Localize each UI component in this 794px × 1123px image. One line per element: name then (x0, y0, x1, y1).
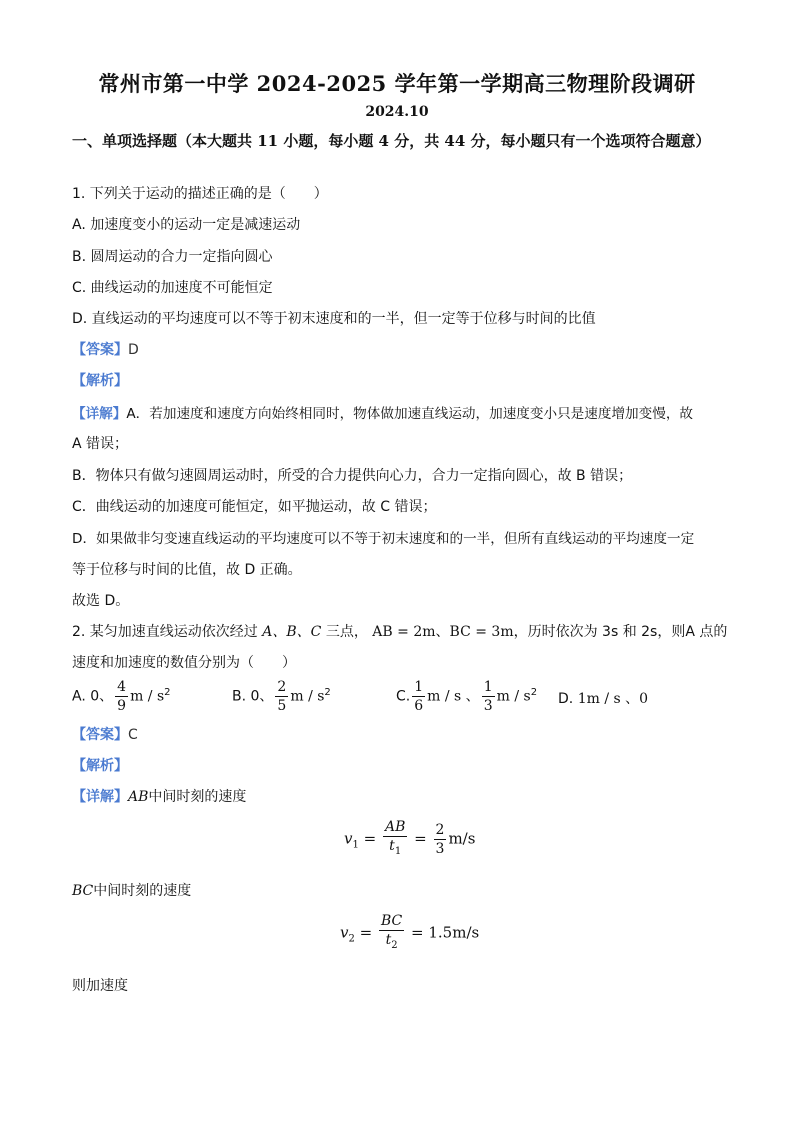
section-heading: 一、单项选择题（本大题共 11 小题，每小题 4 分，共 44 分，每小题只有一个选项符合题意） (72, 132, 711, 150)
q2-stem-line-1 (72, 621, 727, 641)
analysis-tag: 【解析】 (72, 758, 128, 774)
q2-analysis (72, 755, 128, 775)
fraction: $\frac{4}{9}$ (117, 679, 127, 714)
answer-value: C (128, 727, 138, 743)
detail-ab: AB (128, 789, 149, 805)
q2-sep: 、 (435, 624, 450, 640)
detail-tag: 【详解】 (72, 789, 128, 805)
fraction: $\frac{1}{3}$ (483, 679, 493, 714)
analysis-tag: 【解析】 (72, 373, 128, 389)
q2-bc: BC = 3m (449, 624, 514, 640)
q1-detail-line-6: 等于位移与时间的比值，故 D 正确。 (72, 562, 302, 578)
exam-date: 2024.10 (365, 104, 429, 120)
q1-detail-line-4: C．曲线运动的加速度可能恒定，如平抛运动，故 C 错误； (72, 499, 437, 515)
option-label: D. (558, 691, 574, 707)
q1-detail-line-1 (72, 402, 693, 422)
detail-bc-text: 中间时刻的速度 (93, 883, 192, 899)
answer-value: D (128, 342, 139, 358)
answer-tag: 【答案】 (72, 342, 128, 358)
answer-tag: 【答案】 (72, 727, 128, 743)
fraction: $\frac{AB}{t_1}$ (384, 819, 406, 857)
q1-option-d: D. 直线运动的平均速度可以不等于初末速度和的一半，但一定等于位移与时间的比值 (72, 311, 596, 327)
page-title: 常州市第一中学 2024-2025 学年第一学期高三物理阶段调研 (98, 71, 696, 96)
option-label: A. 0、 (72, 688, 114, 705)
q1-analysis (72, 370, 128, 390)
q1-answer (72, 339, 139, 359)
q2-stem-a: 2. 某匀加速直线运动依次经过 (72, 624, 258, 640)
fraction: $\frac{2}{5}$ (277, 679, 287, 714)
q1-detail-line-7: 故选 D。 (72, 593, 130, 609)
detail-text: A．若加速度和速度方向始终相同时，物体做加速直线运动，加速度变小只是速度增加变慢，故 (126, 406, 694, 422)
q2-detail-line-3: 则加速度 (72, 978, 128, 994)
detail-bc: BC (72, 883, 94, 899)
q1-option-a: A. 加速度变小的运动一定是减速运动 (72, 217, 301, 233)
q2-stem-b: 三点， (325, 624, 368, 640)
q2-detail-line-2 (72, 880, 191, 900)
option-label: C. (396, 688, 411, 705)
q1-stem: 1. 下列关于运动的描述正确的是（ ） (72, 186, 328, 202)
q2-points: A、B、C (262, 624, 322, 640)
detail-ab-text: 中间时刻的速度 (148, 789, 247, 805)
fraction: $\frac{2}{3}$ (435, 821, 445, 857)
q2-answer (72, 724, 138, 744)
q2-option-c: C. $\frac{1}{6}$ m / s 、 $\frac{1}{3}$ m / $s^2$ (396, 679, 538, 714)
q2-stem-c: ，历时依次为 3s 和 2s，则A 点的 (513, 624, 728, 640)
q1-detail-line-5: D．如果做非匀变速直线运动的平均速度可以不等于初末速度和的一半，但所有直线运动的平均速度一定 (72, 531, 695, 547)
q1-detail-line-2: A 错误； (72, 436, 129, 452)
q1-option-c: C. 曲线运动的加速度不可能恒定 (72, 280, 273, 296)
q1-detail-line-3: B．物体只有做匀速圆周运动时，所受的合力提供向心力，合力一定指向圆心，故 B 错误； (72, 468, 633, 484)
q2-option-d (558, 688, 648, 708)
fraction: $\frac{1}{6}$ (414, 679, 424, 714)
q2-option-a: A. 0、 $\frac{4}{9}$ m / $s^2$ (72, 679, 171, 714)
fraction: $\frac{BC}{t_2}$ (380, 913, 403, 951)
q2-option-b: B. 0、 $\frac{2}{5}$ m / $s^2$ (232, 679, 331, 714)
q2-detail-line-1 (72, 786, 246, 806)
option-d-text: 1m / s 、0 (577, 691, 649, 707)
q2-stem-line-2: 速度和加速度的数值分别为（ ） (72, 655, 296, 671)
q1-option-b: B. 圆周运动的合力一定指向圆心 (72, 249, 273, 265)
detail-tag: 【详解】 (72, 406, 127, 422)
equation-v1: $v_1$ = $\frac{AB}{t_1}$ = $\frac{2}{3}$ m/s (344, 818, 475, 861)
q2-ab: AB = 2m (372, 624, 436, 640)
option-label: B. 0、 (232, 688, 274, 705)
equation-v2: $v_2$ = $\frac{BC}{t_2}$ = 1.5m/s (340, 912, 479, 955)
